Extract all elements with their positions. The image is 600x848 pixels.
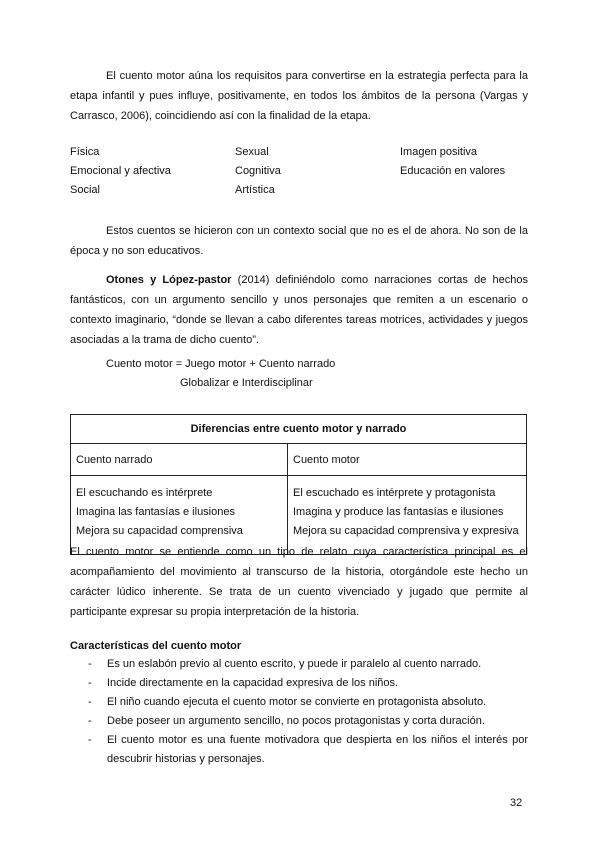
definition-text: (2014) definiéndolo como narraciones cortas de hechos fantásticos, con un argumento sencillo y unos personajes que remiten a un escenario o contexto imaginario, “donde se llevan a cabo diferentes tareas motrices, actividades y juegos asociadas a la trama de dicho cuento”. — [70, 274, 528, 346]
area-item: Sexual — [235, 146, 269, 158]
section-heading: Características del cuento motor — [70, 640, 242, 652]
differences-table — [70, 414, 527, 555]
table-item: El escuchando es intérprete — [76, 487, 213, 499]
area-item: Física — [70, 146, 100, 158]
bullet-dash: - — [88, 734, 92, 746]
table-item: Imagina y produce las fantasías e ilusiones — [293, 506, 504, 518]
page-number: 32 — [510, 797, 523, 809]
table-header-motor: Cuento motor — [288, 444, 527, 476]
area-item: Educación en valores — [400, 165, 506, 177]
area-item: Emocional y afectiva — [70, 165, 171, 177]
list-item: - Debe poseer un argumento sencillo, no pocos protagonistas y corta duración. — [70, 712, 528, 731]
list-item: - Es un eslabón previo al cuento escrito, y puede ir paralelo al cuento narrado. — [70, 655, 528, 674]
table-item: Mejora su capacidad comprensiva y expresiva — [293, 525, 519, 537]
area-item: Artística — [235, 184, 275, 196]
area-item: Imagen positiva — [400, 146, 478, 158]
author-citation: Otones y López-pastor — [106, 274, 232, 286]
list-item: - Incide directamente en la capacidad expresiva de los niños. — [70, 674, 528, 693]
paragraph-explanation: El cuento motor se entiende como un tipo de relato cuya característica principal es el acompañamiento del movimiento al transcurso de la historia, otorgándole este hecho un carácter lúdico inherente. Se trata de un cuento vivenciado y jugado que permite al participante expresar su propia interpretación de la historia. — [70, 546, 528, 618]
table-item: El escuchado es intérprete y protagonista — [293, 487, 496, 499]
area-item: Social — [70, 184, 100, 196]
table-title: Diferencias entre cuento motor y narrado — [71, 415, 527, 444]
bullet-dash: - — [88, 677, 92, 689]
area-item: Cognitiva — [235, 165, 281, 177]
list-item: - El niño cuando ejecuta el cuento motor se convierte en protagonista absoluto. — [70, 693, 528, 712]
bullet-dash: - — [88, 696, 92, 708]
formula-subline: Globalizar e Interdisciplinar — [180, 377, 313, 389]
table-item: Imagina las fantasías e ilusiones — [76, 506, 235, 518]
list-item: - El cuento motor es una fuente motivadora que despierta en los niños el interés por descubrir historias y personajes. — [70, 731, 528, 769]
paragraph-definition — [70, 270, 528, 350]
table-item: Mejora su capacidad comprensiva — [76, 525, 243, 537]
formula-line: Cuento motor = Juego motor + Cuento narrado — [106, 358, 336, 370]
bullet-dash: - — [88, 658, 92, 670]
characteristics-list — [70, 655, 528, 769]
paragraph-intro: El cuento motor aúna los requisitos para convertirse en la estrategia perfecta para la etapa infantil y pues influye, positivamente, en todos los ámbitos de la persona (Vargas y Carrasco, 2006), coincidiendo así con la finalidad de la etapa. — [70, 70, 528, 122]
table-header-narrated: Cuento narrado — [71, 444, 288, 476]
paragraph-context: Estos cuentos se hicieron con un contexto social que no es el de ahora. No son de la época y no son educativos. — [70, 225, 528, 257]
bullet-dash: - — [88, 715, 92, 727]
